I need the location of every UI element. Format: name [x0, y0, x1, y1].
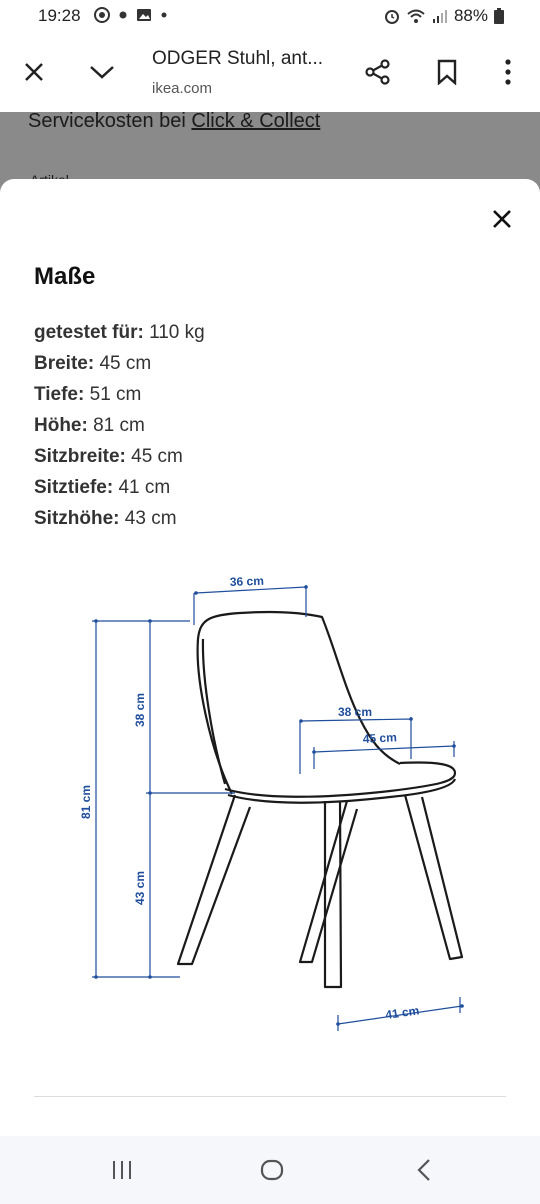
wifi-icon	[406, 8, 426, 24]
spec-label: Sitztiefe:	[34, 477, 114, 498]
battery-icon	[494, 8, 504, 24]
minimize-tab-button[interactable]	[80, 50, 124, 94]
spec-value: 43 cm	[124, 508, 177, 529]
status-bar	[0, 0, 540, 34]
recent-apps-icon	[111, 1160, 133, 1180]
spec-row	[34, 348, 205, 379]
chair-dimension-diagram	[60, 569, 480, 1039]
bookmark-icon	[437, 59, 457, 85]
back-button[interactable]	[402, 1150, 446, 1190]
chevron-down-icon	[89, 64, 115, 80]
click-collect-link[interactable]: Click & Collect	[191, 112, 321, 132]
gallery-icon	[136, 7, 152, 23]
system-icons	[384, 6, 504, 26]
sheet-heading: Maße	[34, 263, 96, 290]
more-options-button[interactable]	[486, 50, 530, 94]
spec-row	[34, 410, 205, 441]
spec-row	[34, 441, 205, 472]
dot-icon	[161, 12, 167, 18]
page-title[interactable]: ODGER Stuhl, ant...	[152, 48, 324, 69]
spec-label: Breite:	[34, 353, 95, 374]
close-icon	[492, 209, 512, 229]
service-costs-prefix: Servicekosten bei	[28, 112, 192, 132]
close-tab-button[interactable]	[12, 50, 56, 94]
spec-label: getestet für:	[34, 322, 144, 343]
dimension-lines	[92, 585, 462, 1031]
chrome-notification-icon	[94, 7, 110, 23]
spec-label: Sitzhöhe:	[34, 508, 120, 529]
spec-row	[34, 317, 205, 348]
spec-row	[34, 503, 205, 534]
back-width-label: 36 cm	[229, 573, 265, 589]
spec-row	[34, 472, 205, 503]
dimensions-sheet	[0, 179, 540, 1136]
bookmark-button[interactable]	[425, 50, 469, 94]
page-domain[interactable]: ikea.com	[152, 80, 213, 97]
spec-value: 41 cm	[118, 477, 171, 498]
chair-outline	[178, 612, 462, 987]
system-navigation-bar	[0, 1136, 540, 1204]
signal-icon	[432, 8, 448, 24]
dimension-specs-list	[34, 317, 205, 534]
seat-height-label: 43 cm	[133, 870, 147, 905]
custom-tab-toolbar	[0, 34, 540, 113]
seat-width-label: 45 cm	[362, 730, 398, 746]
recent-apps-button[interactable]	[100, 1150, 144, 1190]
status-time: 19:28	[38, 6, 81, 25]
spec-value: 110 kg	[149, 322, 205, 343]
spec-value: 81 cm	[93, 415, 145, 436]
seat-depth-bottom-label: 41 cm	[384, 1003, 421, 1022]
spec-label: Höhe:	[34, 415, 88, 436]
seat-depth-top-label: 38 cm	[338, 705, 373, 719]
backrest-height-label: 38 cm	[133, 692, 147, 727]
sheet-divider	[34, 1096, 506, 1097]
close-sheet-button[interactable]	[482, 199, 522, 239]
spec-value: 51 cm	[89, 384, 142, 405]
service-costs-text	[28, 112, 320, 133]
home-icon	[260, 1159, 284, 1181]
alarm-icon	[384, 8, 400, 24]
spec-value: 45 cm	[99, 353, 152, 374]
spec-row	[34, 379, 205, 410]
spec-label: Tiefe:	[34, 384, 85, 405]
notification-icons	[94, 7, 167, 23]
total-height-label: 81 cm	[79, 784, 93, 819]
spec-label: Sitzbreite:	[34, 446, 126, 467]
share-button[interactable]	[356, 50, 400, 94]
battery-percent: 88%	[453, 6, 488, 25]
spec-value: 45 cm	[131, 446, 183, 467]
close-icon	[23, 61, 45, 83]
dot-icon	[119, 11, 127, 19]
home-button[interactable]	[250, 1150, 294, 1190]
share-icon	[365, 59, 391, 85]
back-chevron-icon	[417, 1158, 431, 1182]
more-vert-icon	[505, 59, 511, 85]
